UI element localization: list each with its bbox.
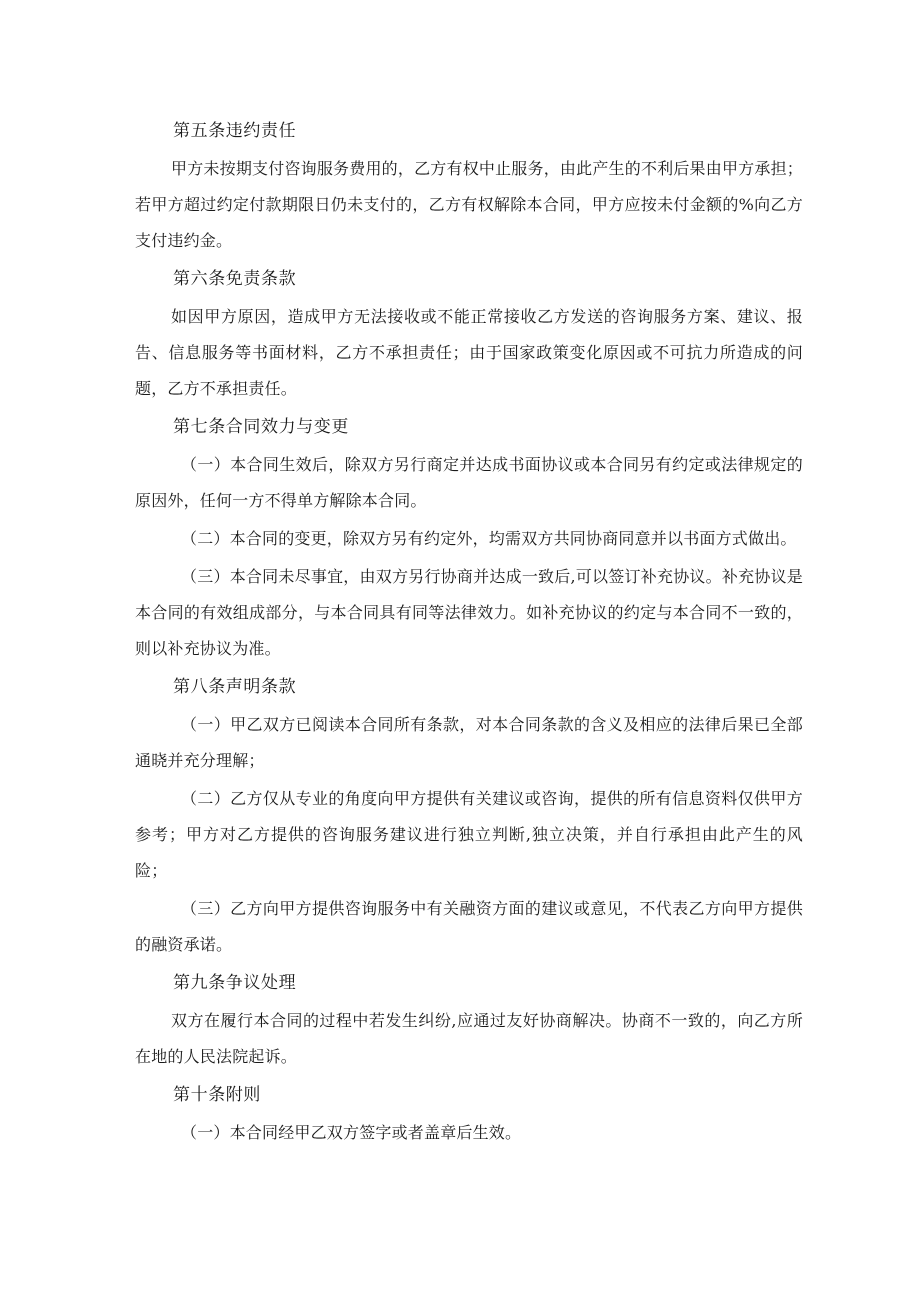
article-8-clause-1: （一）甲乙双方已阅读本合同所有条款，对本合同条款的含义及相应的法律后果已全部通晓并充分理解；: [135, 715, 803, 770]
article-5-text: 甲方未按期支付咨询服务费用的，乙方有权中止服务，由此产生的不利后果由甲方承担；若甲方超过约定付款期限日仍未支付的，乙方有权解除本合同，甲方应按未付金额的%向乙方支付违约金。: [135, 159, 803, 250]
article-8-clause-3: （三）乙方向甲方提供咨询服务中有关融资方面的建议或意见，不代表乙方向甲方提供的融资承诺。: [135, 899, 803, 954]
article-10-clause-1: （一）本合同经甲乙双方签字或者盖章后生效。: [181, 1123, 522, 1142]
article-9-heading: 第九条争议处理: [173, 973, 297, 993]
article-7-clause-2: （二）本合同的变更，除双方另有约定外，均需双方共同协商同意并以书面方式做出。: [181, 529, 797, 548]
contract-body: [135, 113, 803, 1153]
article-7-clause-3: （三）本合同未尽事宜，由双方另行协商并达成一致后,可以签订补充协议。补充协议是本合同的有效组成部分，与本合同具有同等法律效力。如补充协议的约定与本合同不一致的，则以补充协议为准。: [135, 567, 803, 658]
article-8-heading: 第八条声明条款: [173, 677, 297, 697]
article-10-heading: 第十条附则: [173, 1085, 261, 1105]
article-9-text: 双方在履行本合同的过程中若发生纠纷,应通过友好协商解决。协商不一致的，向乙方所在地的人民法院起诉。: [135, 1011, 803, 1066]
article-5-heading: 第五条违约责任: [173, 121, 297, 141]
article-6-text: 如因甲方原因，造成甲方无法接收或不能正常接收乙方发送的咨询服务方案、建议、报告、信息服务等书面材料，乙方不承担责任；由于国家政策变化原因或不可抗力所造成的问题，乙方不承担责任。: [135, 307, 803, 398]
article-7-clause-1: （一）本合同生效后，除双方另行商定并达成书面协议或本合同另有约定或法律规定的原因外，任何一方不得单方解除本合同。: [135, 455, 803, 510]
article-8-clause-2: （二）乙方仅从专业的角度向甲方提供有关建议或咨询，提供的所有信息资料仅供甲方参考；甲方对乙方提供的咨询服务建议进行独立判断,独立决策，并自行承担由此产生的风险；: [135, 789, 803, 880]
article-7-heading: 第七条合同效力与变更: [173, 417, 349, 437]
article-6-heading: 第六条免责条款: [173, 269, 297, 289]
